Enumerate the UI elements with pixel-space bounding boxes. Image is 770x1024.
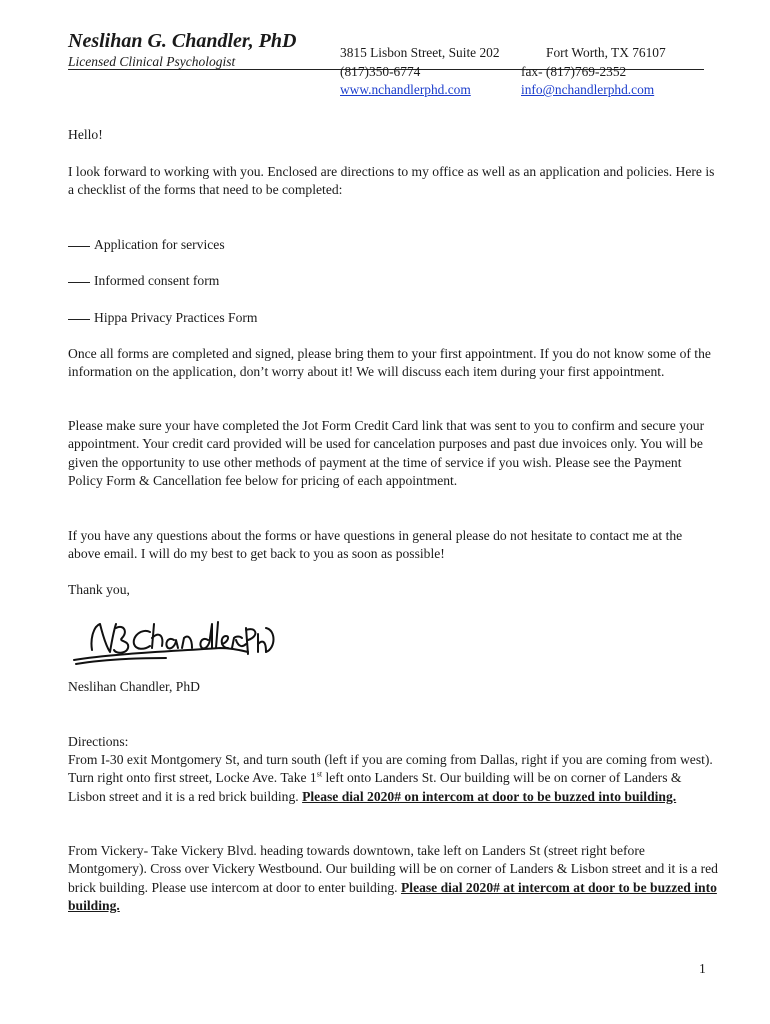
directions-i30-text: From I-30 exit Montgomery St, and turn south (left if you are coming from Dallas, right if you are coming from west). Turn right onto first street, Locke Ave. Take 1 [68, 752, 713, 786]
checklist-item [68, 236, 718, 254]
intro-paragraph: I look forward to working with you. Enclosed are directions to my office as well as an application and policies. Here is a checklist of the forms that need to be completed: [68, 164, 715, 198]
signature-text: NGChandler PhD [70, 673, 79, 674]
author-title: Licensed Clinical Psychologist [68, 54, 704, 70]
checkbox-blank [68, 246, 90, 247]
page-number: 1 [699, 961, 706, 976]
website-link[interactable]: www.nchandlerphd.com [340, 82, 471, 98]
office-address: 3815 Lisbon Street, Suite 202 [340, 45, 500, 60]
checklist-item [68, 309, 718, 327]
questions-paragraph: If you have any questions about the forms or have questions in general please do not hesitate to contact me at the above email. I will do my best to get back to you as soon as possible! [68, 528, 683, 562]
ordinal-suffix: st [316, 769, 323, 779]
intercom-instruction: Please dial 2020# at intercom at door to be buzzed into building. [68, 879, 717, 913]
fax-number: fax- (817)769-2352 [521, 63, 627, 79]
signer-name: Neslihan Chandler, PhD [68, 679, 200, 694]
phone-number: (817)350-6774 [340, 63, 421, 79]
directions-i30-paragraph [68, 751, 718, 806]
checklist-item-label: Hippa Privacy Practices Form [94, 310, 258, 325]
directions-vickery-text: From Vickery- Take Vickery Blvd. heading towards downtown, take left on Landers St (street right before Montgomery). Cross over Vickery Westbound. Our building will be on corner of Landers & Lisbon street and it is a red brick building. Please use intercom at door to enter building. [68, 843, 718, 895]
office-city: Fort Worth, TX 76107 [546, 45, 666, 60]
checklist-item-label: Informed consent form [94, 273, 220, 288]
forms-paragraph: Once all forms are completed and signed, please bring them to your first appointment. If you do not know some of the information on the application, don’t worry about it! We will discuss each item during your first appointment. [68, 346, 711, 380]
directions-vickery-paragraph [68, 842, 718, 915]
contact-block [340, 44, 666, 100]
checkbox-blank [68, 282, 90, 283]
intercom-instruction: Please dial 2020# on intercom at door to be buzzed into building. [302, 788, 677, 804]
author-name: Neslihan G. Chandler, PhD [68, 30, 297, 52]
checklist-item-label: Application for services [94, 237, 225, 252]
directions-i30-text-cont: left onto Landers St. Our building will be on corner of Landers & Lisbon street and it is a red brick building. [68, 770, 682, 804]
checkbox-blank [68, 319, 90, 320]
greeting: Hello! [68, 127, 103, 142]
email-link[interactable]: info@nchandlerphd.com [521, 82, 655, 98]
credit-card-paragraph: Please make sure your have completed the Jot Form Credit Card link that was sent to you to confirm and secure your appointment. Your credit card provided will be used for cancelation purposes and past due invoices only. You will be given the opportunity to use other methods of payment at the time of service if you wish. Please see the Payment Policy Form & Cancellation fee below for pricing of each appointment. [68, 418, 705, 488]
checklist-item [68, 272, 718, 290]
signature-image [70, 618, 275, 674]
closing: Thank you, [68, 582, 130, 597]
directions-heading: Directions: [68, 734, 129, 749]
